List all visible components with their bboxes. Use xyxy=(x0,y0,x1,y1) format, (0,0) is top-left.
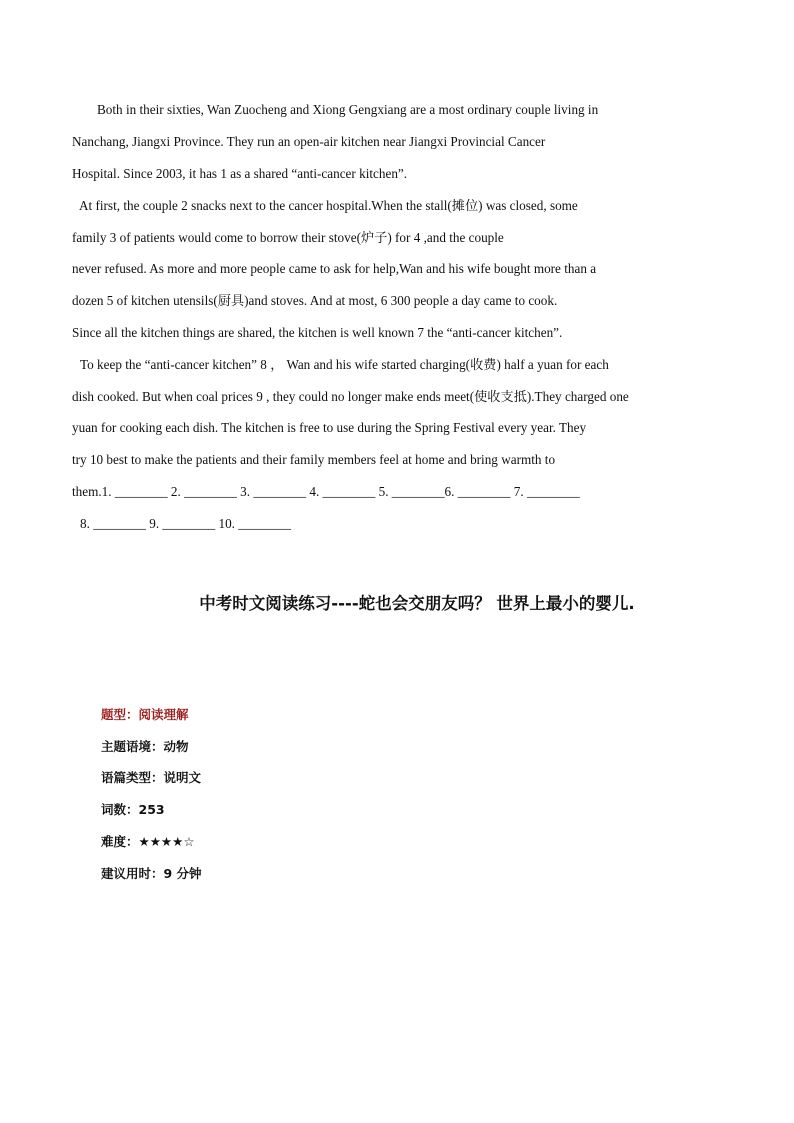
topic-context: 主题语境：动物 xyxy=(101,739,189,754)
passage-line: Both in their sixties, Wan Zuocheng and Xiong Gengxiang are a most ordinary couple living in xyxy=(97,102,599,117)
passage-line: Since all the kitchen things are shared, the kitchen is well known 7 the “anti-cancer kitchen”. xyxy=(72,325,563,340)
passage-line: try 10 best to make the patients and their family members feel at home and bring warmth to xyxy=(72,452,556,467)
answer-blanks-line: them.1. ________ 2. ________ 3. ________ 4. ________ 5. ________6. ________ 7. ________ xyxy=(72,484,580,499)
difficulty-rating: 难度：★★★★☆ xyxy=(101,834,195,849)
passage-line: never refused. As more and more people came to ask for help,Wan and his wife bought more than a xyxy=(72,261,597,276)
passage-line: family 3 of patients would come to borrow their stove(炉子) for 4 ,and the couple xyxy=(72,230,504,245)
answer-blanks-line: 8. ________ 9. ________ 10. ________ xyxy=(80,516,291,531)
passage-line: yuan for cooking each dish. The kitchen is free to use during the Spring Festival every year. They xyxy=(72,420,587,435)
suggested-time: 建议用时：9 分钟 xyxy=(101,866,202,881)
passage-line: At first, the couple 2 snacks next to the cancer hospital.When the stall(摊位) was closed, some xyxy=(79,198,578,213)
passage-line: dozen 5 of kitchen utensils(厨具)and stoves. And at most, 6 300 people a day came to cook. xyxy=(72,293,558,308)
section-title: 中考时文阅读练习----蛇也会交朋友吗？ 世界上最小的婴儿. xyxy=(199,594,635,613)
passage-line: To keep the “anti-cancer kitchen” 8 ， Wan and his wife started charging(收费) half a yuan for each xyxy=(80,357,609,372)
question-type: 题型：阅读理解 xyxy=(101,707,189,722)
passage-line: dish cooked. But when coal prices 9 , they could no longer make ends meet(使收支抵).They charged one xyxy=(72,389,629,404)
passage-line: Hospital. Since 2003, it has 1 as a shared “anti-cancer kitchen”. xyxy=(72,166,408,181)
passage-line: Nanchang, Jiangxi Province. They run an open-air kitchen near Jiangxi Provincial Cancer xyxy=(72,134,546,149)
text-genre: 语篇类型：说明文 xyxy=(101,770,202,785)
word-count: 词数：253 xyxy=(101,802,165,817)
